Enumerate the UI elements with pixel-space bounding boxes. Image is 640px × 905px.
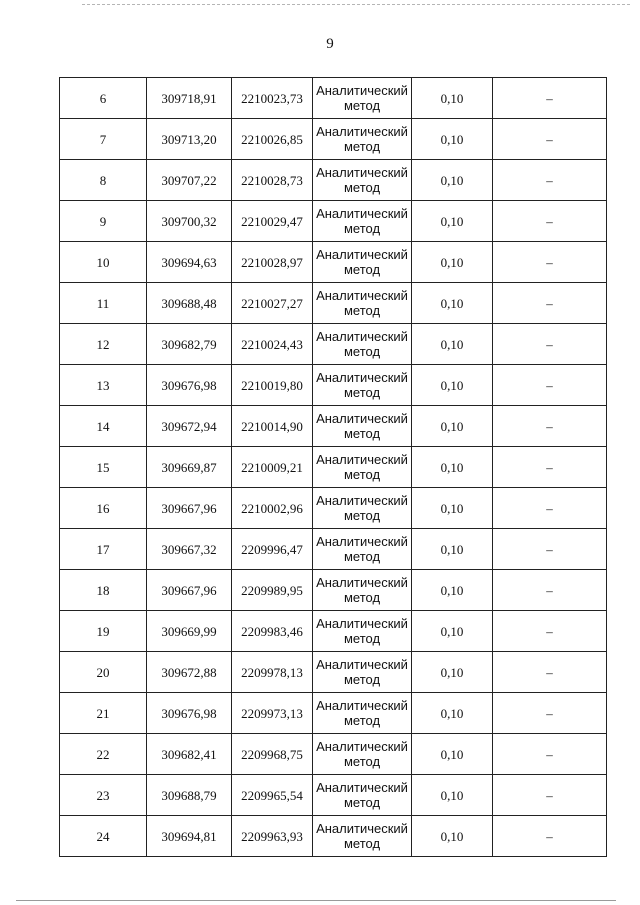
description-cell: – (493, 488, 607, 529)
point-number-cell: 16 (60, 488, 147, 529)
y-coordinate-cell: 2209968,75 (232, 734, 313, 775)
y-coordinate-cell: 2210009,21 (232, 447, 313, 488)
method-line-2: метод (343, 590, 381, 605)
x-coordinate-cell: 309694,63 (147, 242, 232, 283)
method-line-2: метод (343, 713, 381, 728)
table-row (60, 570, 607, 611)
x-coordinate-cell: 309676,98 (147, 365, 232, 406)
method-line-1: Аналитический (316, 534, 408, 549)
method-cell (313, 652, 412, 693)
table-row (60, 529, 607, 570)
method-cell (313, 488, 412, 529)
method-line-1: Аналитический (316, 411, 408, 426)
method-line-1: Аналитический (316, 247, 408, 262)
table-row (60, 78, 607, 119)
method-line-2: метод (343, 221, 381, 236)
accuracy-cell: 0,10 (412, 488, 493, 529)
method-line-1: Аналитический (316, 780, 408, 795)
table-row (60, 242, 607, 283)
coordinates-table-body (60, 78, 607, 857)
accuracy-cell: 0,10 (412, 652, 493, 693)
description-cell: – (493, 406, 607, 447)
point-number-cell: 20 (60, 652, 147, 693)
x-coordinate-cell: 309682,41 (147, 734, 232, 775)
description-cell: – (493, 775, 607, 816)
x-coordinate-cell: 309688,48 (147, 283, 232, 324)
y-coordinate-cell: 2209989,95 (232, 570, 313, 611)
point-number-cell: 13 (60, 365, 147, 406)
method-line-2: метод (343, 139, 381, 154)
accuracy-cell: 0,10 (412, 119, 493, 160)
x-coordinate-cell: 309676,98 (147, 693, 232, 734)
scan-top-edge (82, 4, 630, 5)
x-coordinate-cell: 309688,79 (147, 775, 232, 816)
method-line-1: Аналитический (316, 698, 408, 713)
table-row (60, 447, 607, 488)
method-line-1: Аналитический (316, 124, 408, 139)
description-cell: – (493, 365, 607, 406)
point-number-cell: 24 (60, 816, 147, 857)
accuracy-cell: 0,10 (412, 816, 493, 857)
point-number-cell: 8 (60, 160, 147, 201)
accuracy-cell: 0,10 (412, 324, 493, 365)
accuracy-cell: 0,10 (412, 242, 493, 283)
accuracy-cell: 0,10 (412, 201, 493, 242)
accuracy-cell: 0,10 (412, 693, 493, 734)
method-cell (313, 160, 412, 201)
description-cell: – (493, 160, 607, 201)
x-coordinate-cell: 309667,96 (147, 488, 232, 529)
method-line-1: Аналитический (316, 288, 408, 303)
accuracy-cell: 0,10 (412, 283, 493, 324)
table-row (60, 324, 607, 365)
method-cell (313, 816, 412, 857)
description-cell: – (493, 652, 607, 693)
description-cell: – (493, 734, 607, 775)
method-line-2: метод (343, 344, 381, 359)
method-line-2: метод (343, 795, 381, 810)
x-coordinate-cell: 309682,79 (147, 324, 232, 365)
accuracy-cell: 0,10 (412, 406, 493, 447)
point-number-cell: 17 (60, 529, 147, 570)
method-cell (313, 611, 412, 652)
method-cell (313, 570, 412, 611)
description-cell: – (493, 242, 607, 283)
table-row (60, 734, 607, 775)
table-row (60, 816, 607, 857)
x-coordinate-cell: 309713,20 (147, 119, 232, 160)
y-coordinate-cell: 2209983,46 (232, 611, 313, 652)
table-row (60, 201, 607, 242)
y-coordinate-cell: 2209963,93 (232, 816, 313, 857)
x-coordinate-cell: 309669,99 (147, 611, 232, 652)
y-coordinate-cell: 2210027,27 (232, 283, 313, 324)
table-row (60, 775, 607, 816)
method-line-1: Аналитический (316, 165, 408, 180)
y-coordinate-cell: 2210026,85 (232, 119, 313, 160)
accuracy-cell: 0,10 (412, 78, 493, 119)
method-line-2: метод (343, 426, 381, 441)
y-coordinate-cell: 2210028,97 (232, 242, 313, 283)
method-line-1: Аналитический (316, 83, 408, 98)
page-number: 9 (326, 36, 334, 52)
description-cell: – (493, 324, 607, 365)
table-row (60, 160, 607, 201)
y-coordinate-cell: 2210002,96 (232, 488, 313, 529)
x-coordinate-cell: 309667,96 (147, 570, 232, 611)
method-cell (313, 324, 412, 365)
description-cell: – (493, 570, 607, 611)
method-line-1: Аналитический (316, 370, 408, 385)
point-number-cell: 23 (60, 775, 147, 816)
method-cell (313, 447, 412, 488)
table-row (60, 611, 607, 652)
point-number-cell: 6 (60, 78, 147, 119)
y-coordinate-cell: 2210024,43 (232, 324, 313, 365)
table-row (60, 119, 607, 160)
scan-bottom-edge (16, 900, 616, 901)
description-cell: – (493, 78, 607, 119)
method-cell (313, 119, 412, 160)
method-line-2: метод (343, 549, 381, 564)
method-line-2: метод (343, 754, 381, 769)
x-coordinate-cell: 309707,22 (147, 160, 232, 201)
point-number-cell: 21 (60, 693, 147, 734)
description-cell: – (493, 201, 607, 242)
method-line-1: Аналитический (316, 493, 408, 508)
y-coordinate-cell: 2209973,13 (232, 693, 313, 734)
point-number-cell: 9 (60, 201, 147, 242)
x-coordinate-cell: 309672,94 (147, 406, 232, 447)
description-cell: – (493, 119, 607, 160)
method-line-2: метод (343, 98, 381, 113)
method-line-2: метод (343, 303, 381, 318)
y-coordinate-cell: 2210029,47 (232, 201, 313, 242)
y-coordinate-cell: 2209996,47 (232, 529, 313, 570)
method-cell (313, 775, 412, 816)
x-coordinate-cell: 309694,81 (147, 816, 232, 857)
method-line-2: метод (343, 672, 381, 687)
method-cell (313, 406, 412, 447)
accuracy-cell: 0,10 (412, 734, 493, 775)
x-coordinate-cell: 309667,32 (147, 529, 232, 570)
description-cell: – (493, 611, 607, 652)
method-cell (313, 78, 412, 119)
accuracy-cell: 0,10 (412, 447, 493, 488)
method-line-2: метод (343, 508, 381, 523)
table-row (60, 283, 607, 324)
y-coordinate-cell: 2209965,54 (232, 775, 313, 816)
method-line-1: Аналитический (316, 575, 408, 590)
accuracy-cell: 0,10 (412, 160, 493, 201)
point-number-cell: 22 (60, 734, 147, 775)
method-cell (313, 201, 412, 242)
method-line-1: Аналитический (316, 452, 408, 467)
table-row (60, 365, 607, 406)
method-line-1: Аналитический (316, 739, 408, 754)
point-number-cell: 10 (60, 242, 147, 283)
method-line-1: Аналитический (316, 616, 408, 631)
accuracy-cell: 0,10 (412, 611, 493, 652)
method-line-2: метод (343, 467, 381, 482)
description-cell: – (493, 529, 607, 570)
method-line-1: Аналитический (316, 821, 408, 836)
x-coordinate-cell: 309672,88 (147, 652, 232, 693)
method-cell (313, 529, 412, 570)
method-cell (313, 365, 412, 406)
description-cell: – (493, 693, 607, 734)
table-row (60, 406, 607, 447)
method-line-1: Аналитический (316, 329, 408, 344)
point-number-cell: 11 (60, 283, 147, 324)
method-line-1: Аналитический (316, 657, 408, 672)
x-coordinate-cell: 309718,91 (147, 78, 232, 119)
point-number-cell: 19 (60, 611, 147, 652)
method-line-2: метод (343, 836, 381, 851)
y-coordinate-cell: 2210028,73 (232, 160, 313, 201)
point-number-cell: 7 (60, 119, 147, 160)
method-cell (313, 693, 412, 734)
y-coordinate-cell: 2210023,73 (232, 78, 313, 119)
description-cell: – (493, 816, 607, 857)
coordinates-table (59, 77, 607, 857)
accuracy-cell: 0,10 (412, 529, 493, 570)
y-coordinate-cell: 2209978,13 (232, 652, 313, 693)
accuracy-cell: 0,10 (412, 365, 493, 406)
method-line-2: метод (343, 262, 381, 277)
x-coordinate-cell: 309700,32 (147, 201, 232, 242)
table-row (60, 652, 607, 693)
method-line-1: Аналитический (316, 206, 408, 221)
table-row (60, 693, 607, 734)
description-cell: – (493, 447, 607, 488)
table-row (60, 488, 607, 529)
point-number-cell: 14 (60, 406, 147, 447)
method-cell (313, 242, 412, 283)
point-number-cell: 15 (60, 447, 147, 488)
method-line-2: метод (343, 385, 381, 400)
method-cell (313, 283, 412, 324)
point-number-cell: 12 (60, 324, 147, 365)
accuracy-cell: 0,10 (412, 775, 493, 816)
method-line-2: метод (343, 631, 381, 646)
point-number-cell: 18 (60, 570, 147, 611)
y-coordinate-cell: 2210014,90 (232, 406, 313, 447)
accuracy-cell: 0,10 (412, 570, 493, 611)
description-cell: – (493, 283, 607, 324)
y-coordinate-cell: 2210019,80 (232, 365, 313, 406)
method-line-2: метод (343, 180, 381, 195)
method-cell (313, 734, 412, 775)
x-coordinate-cell: 309669,87 (147, 447, 232, 488)
